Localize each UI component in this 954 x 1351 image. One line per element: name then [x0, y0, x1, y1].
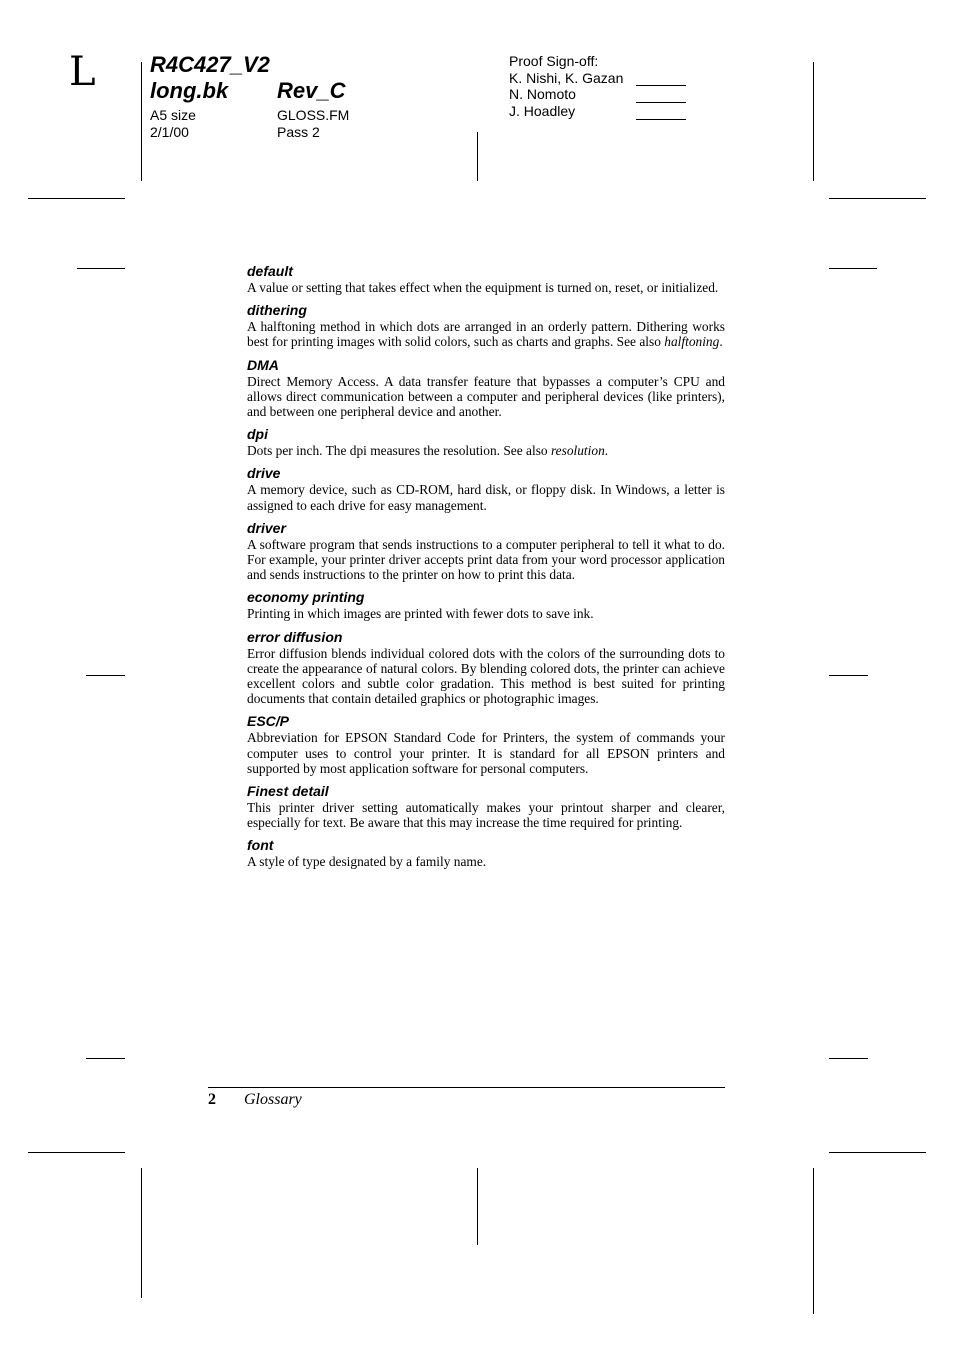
crop-mark	[829, 1058, 868, 1059]
glossary-definition: This printer driver setting automatically makes your printout sharper and clearer, especially for text. Be aware that this may increase the time required for printing.	[247, 800, 725, 831]
proof-signoff	[509, 53, 686, 120]
crop-mark	[28, 1152, 125, 1153]
glossary-term: driver	[247, 519, 286, 536]
signature-line	[636, 89, 686, 103]
crop-mark	[77, 268, 125, 269]
source-file: GLOSS.FM	[277, 107, 350, 123]
glossary-term: economy printing	[247, 589, 365, 606]
glossary-definition: A halftoning method in which dots are arranged in an orderly pattern. Dithering works best for printing images with solid colors, such as charts and graphs. See also halftoning.	[247, 319, 725, 350]
glossary-entry	[247, 302, 725, 349]
glossary-term: DMA	[247, 356, 279, 373]
glossary-entry	[247, 426, 725, 458]
crop-mark	[829, 1152, 926, 1153]
book-code: R4C427_V2	[150, 52, 270, 77]
date: 2/1/00	[150, 124, 189, 140]
section-name: Glossary	[244, 1091, 302, 1108]
book-file: long.bk	[150, 78, 229, 103]
crop-mark	[141, 62, 142, 181]
footer-rule	[208, 1087, 725, 1088]
crop-mark	[141, 1168, 142, 1298]
glossary-definition: Printing in which images are printed with fewer dots to save ink.	[247, 606, 594, 622]
crop-mark	[829, 675, 868, 676]
glossary-entry	[247, 783, 725, 830]
page-size: A5 size	[150, 107, 196, 123]
glossary-entry	[247, 465, 725, 512]
glossary-entry	[247, 713, 725, 776]
crop-mark	[477, 1168, 478, 1245]
glossary-term: drive	[247, 465, 281, 482]
glossary-term: Finest detail	[247, 783, 329, 800]
glossary-definition: Dots per inch. The dpi measures the resolution. See also resolution.	[247, 443, 609, 459]
glossary-definition: A software program that sends instructions to a computer peripheral to tell it what to do. For example, your printer driver accepts print data from your word processor application and sends instructions to the printer on how to print this data.	[247, 536, 725, 583]
glossary-entry	[247, 589, 725, 621]
glossary-definition: Abbreviation for EPSON Standard Code for Printers, the system of commands your computer uses to control your printer. It is standard for all EPSON printers and supported by most application software for personal computers.	[247, 730, 725, 776]
crop-mark	[477, 132, 478, 181]
glossary-entry	[247, 263, 725, 295]
glossary-list	[247, 263, 725, 877]
crop-mark	[28, 198, 125, 199]
glossary-term: error diffusion	[247, 628, 343, 645]
signature-line	[636, 72, 686, 86]
revision: Rev_C	[277, 78, 346, 103]
cross-reference: resolution	[550, 443, 605, 459]
proof-row	[509, 103, 686, 120]
glossary-term: dpi	[247, 426, 268, 443]
glossary-entry	[247, 520, 725, 583]
signature-line	[636, 106, 686, 120]
glossary-entry	[247, 837, 725, 869]
glossary-term: dithering	[247, 302, 307, 319]
crop-mark	[86, 675, 125, 676]
proof-title: Proof Sign-off:	[509, 53, 599, 69]
crop-mark	[813, 62, 814, 181]
pass: Pass 2	[277, 124, 320, 140]
crop-mark	[86, 1058, 125, 1059]
page-number: 2	[208, 1091, 216, 1108]
crop-mark	[829, 268, 877, 269]
glossary-entry	[247, 629, 725, 707]
proof-row	[509, 86, 686, 103]
glossary-definition: A value or setting that takes effect when the equipment is turned on, reset, or initialized.	[247, 280, 719, 295]
proof-name: K. Nishi, K. Gazan	[509, 69, 624, 86]
glossary-term: ESC/P	[247, 713, 290, 730]
proof-name: N. Nomoto	[509, 86, 576, 103]
glossary-definition: Error diffusion blends individual colored dots with the colors of the surrounding dots to create the appearance of natural colors. By blending colored dots, the printer can achieve excellent colors and subtle color gradation. This method is best suited for printing documents that contain detailed graphics or photographic images.	[247, 645, 725, 707]
proof-row	[509, 70, 686, 87]
glossary-definition: Direct Memory Access. A data transfer feature that bypasses a computer’s CPU and allows direct communication between a computer and peripheral devices (like printers), and between one peripheral device and another.	[247, 373, 725, 420]
corner-letter: L	[69, 49, 96, 95]
cross-reference: halftoning	[664, 334, 720, 350]
crop-mark	[813, 1168, 814, 1314]
glossary-term: default	[247, 263, 293, 279]
glossary-term: font	[247, 837, 274, 854]
crop-mark	[829, 198, 926, 199]
glossary-entry	[247, 357, 725, 420]
glossary-definition: A memory device, such as CD-ROM, hard disk, or floppy disk. In Windows, a letter is assigned to each drive for easy management.	[247, 482, 725, 513]
glossary-definition: A style of type designated by a family name.	[247, 854, 487, 870]
proof-name: J. Hoadley	[509, 103, 576, 120]
